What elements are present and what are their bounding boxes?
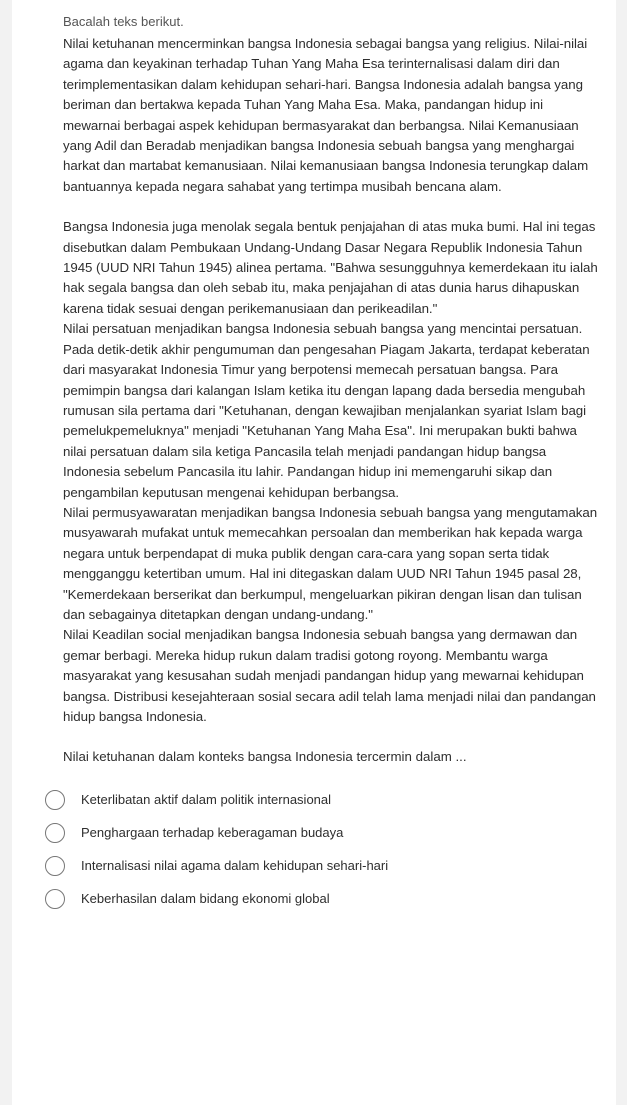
question-text: Nilai ketuhanan dalam konteks bangsa Indonesia tercermin dalam ... (63, 749, 467, 765)
answer-option-b[interactable] (45, 816, 602, 849)
radio-button-icon[interactable] (45, 823, 65, 843)
radio-button-icon[interactable] (45, 790, 65, 810)
instruction-text: Bacalah teks berikut. (63, 14, 184, 29)
answer-option-label: Keterlibatan aktif dalam politik internasional (81, 791, 332, 807)
reading-passage (63, 34, 602, 747)
passage-paragraph: Bangsa Indonesia juga menolak segala bentuk penjajahan di atas muka bumi. Hal ini tegas disebutkan dalam Pembukaan Undang-Undang Dasar Negara Republik Indonesia Tahun 1945 (UUD NRI Tahun 1945) alinea pertama. "Bahwa sesungguhnya kemerdekaan itu ialah hak segala bangsa dan oleh sebab itu, maka penjajahan di atas dunia harus dihapuskan karena tidak sesuai dengan perikemanusiaan dan perikeadilan." (63, 219, 598, 316)
passage-paragraph: Nilai ketuhanan mencerminkan bangsa Indonesia sebagai bangsa yang religius. Nilai-nilai agama dan keyakinan terhadap Tuhan Yang Maha Esa terinternalisasi dalam diri dan terimplementasikan dalam kehidupan sehari-hari. Bangsa Indonesia adalah bangsa yang beriman dan bertakwa kepada Tuhan Yang Maha Esa. Maka, pandangan hidup ini mewarnai berbagai aspek kehidupan bermasyarakat dan berbangsa. Nilai Kemanusiaan yang Adil dan Beradab menjadikan bangsa Indonesia sebuah bangsa yang menghargai harkat dan martabat kemanusiaan. Nilai kemanusiaan bangsa Indonesia terungkap dalam bantuannya kepada negara sahabat yang tertimpa musibah bencana alam. (63, 36, 589, 194)
answer-option-a[interactable] (45, 783, 602, 816)
passage-paragraph: Nilai Keadilan social menjadikan bangsa Indonesia sebuah bangsa yang dermawan dan gemar berbagi. Mereka hidup rukun dalam tradisi gotong royong. Membantu warga masyarakat yang kesusahan sudah menjadi pandangan hidup yang mewarnai kehidupan bangsa. Distribusi kesejahteraan sosial secara adil telah lama menjadi nilai dan pandangan hidup bangsa Indonesia. (63, 627, 596, 724)
radio-button-icon[interactable] (45, 856, 65, 876)
answer-option-label: Internalisasi nilai agama dalam kehidupan sehari-hari (81, 857, 389, 873)
answer-option-d[interactable] (45, 882, 602, 915)
paragraph-spacer (63, 727, 602, 747)
answer-option-label: Keberhasilan dalam bidang ekonomi global (81, 890, 330, 906)
passage-paragraph: Nilai persatuan menjadikan bangsa Indonesia sebuah bangsa yang mencintai persatuan. Pada detik-detik akhir pengumuman dan pengesahan Piagam Jakarta, terdapat keberatan dari masyarakat Indonesia Timur yang berpotensi memecah persatuan bangsa. Para pemimpin bangsa dari kalangan Islam ketika itu dengan lapang dada bersedia mengubah rumusan sila pertama dari "Ketuhanan, dengan kewajiban menjalankan syariat Islam bagi pemelukpemeluknya" menjadi "Ketuhanan Yang Maha Esa". Ini merupakan bukti bahwa nilai persatuan dalam sila ketiga Pancasila telah menjadi pandangan hidup bangsa Indonesia sebelum Pancasila itu lahir. Pandangan hidup ini memengaruhi sikap dan pengambilan keputusan mengenai kehidupan berbangsa. (63, 321, 590, 500)
passage-paragraph: Nilai permusyawaratan menjadikan bangsa Indonesia sebuah bangsa yang mengutamakan musyawarah mufakat untuk memecahkan persoalan dan memberikan hak kepada warga negara untuk berpendapat di muka publik dengan cara-cara yang sopan serta tidak mengganggu ketertiban umum. Hal ini ditegaskan dalam UUD NRI Tahun 1945 pasal 28, "Kemerdekaan berserikat dan berkumpul, mengeluarkan pikiran dengan lisan dan tulisan dan sebagainya ditetapkan dengan undang-undang." (63, 504, 598, 622)
radio-button-icon[interactable] (45, 889, 65, 909)
answer-option-label: Penghargaan terhadap keberagaman budaya (81, 824, 344, 840)
answer-options (45, 783, 602, 915)
answer-option-c[interactable] (45, 849, 602, 882)
paragraph-spacer (63, 197, 602, 217)
question-card (12, 0, 616, 1105)
